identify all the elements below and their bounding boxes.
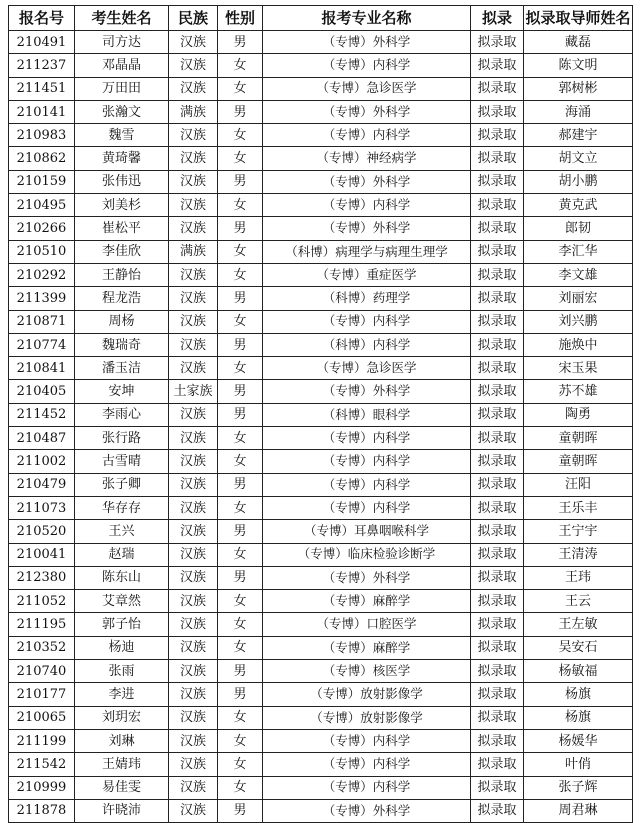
cell-ethnicity: 汉族	[169, 170, 218, 193]
cell-major: （专博）麻醉学	[263, 636, 471, 659]
cell-id: 211399	[9, 287, 75, 310]
cell-gender: 男	[218, 473, 263, 496]
cell-gender: 男	[218, 170, 263, 193]
table-row	[9, 380, 633, 403]
cell-status: 拟录取	[471, 357, 524, 380]
cell-status: 拟录取	[471, 660, 524, 683]
cell-supervisor: 吴安石	[524, 636, 633, 659]
cell-ethnicity: 汉族	[169, 636, 218, 659]
cell-status: 拟录取	[471, 147, 524, 170]
cell-ethnicity: 汉族	[169, 729, 218, 752]
cell-gender: 男	[218, 520, 263, 543]
cell-status: 拟录取	[471, 31, 524, 54]
cell-supervisor: 杨旗	[524, 683, 633, 706]
cell-major: （专博）外科学	[263, 217, 471, 240]
cell-id: 210159	[9, 170, 75, 193]
cell-major: （专博）内科学	[263, 776, 471, 799]
cell-supervisor: 宋玉果	[524, 357, 633, 380]
cell-id: 211451	[9, 77, 75, 100]
col-header-name: 考生姓名	[75, 6, 169, 31]
cell-name: 王静怡	[75, 263, 169, 286]
cell-gender: 男	[218, 799, 263, 822]
cell-id: 210871	[9, 310, 75, 333]
cell-gender: 男	[218, 380, 263, 403]
cell-id: 210041	[9, 543, 75, 566]
cell-status: 拟录取	[471, 170, 524, 193]
cell-major: （专博）外科学	[263, 31, 471, 54]
cell-supervisor: 黄克武	[524, 194, 633, 217]
cell-major: （科博）眼科学	[263, 403, 471, 426]
table-row	[9, 590, 633, 613]
cell-ethnicity: 汉族	[169, 776, 218, 799]
table-row	[9, 543, 633, 566]
cell-supervisor: 刘丽宏	[524, 287, 633, 310]
cell-major: （专博）内科学	[263, 473, 471, 496]
cell-major: （专博）急诊医学	[263, 77, 471, 100]
cell-gender: 女	[218, 357, 263, 380]
cell-gender: 女	[218, 613, 263, 636]
cell-gender: 女	[218, 427, 263, 450]
cell-ethnicity: 汉族	[169, 660, 218, 683]
table-row	[9, 310, 633, 333]
cell-gender: 女	[218, 263, 263, 286]
table-row	[9, 496, 633, 519]
cell-supervisor: 胡文立	[524, 147, 633, 170]
cell-gender: 男	[218, 100, 263, 123]
cell-gender: 女	[218, 240, 263, 263]
cell-supervisor: 郭树彬	[524, 77, 633, 100]
cell-supervisor: 汪阳	[524, 473, 633, 496]
table-row	[9, 613, 633, 636]
table-row	[9, 683, 633, 706]
cell-status: 拟录取	[471, 613, 524, 636]
cell-major: （专博）耳鼻咽喉科学	[263, 520, 471, 543]
cell-status: 拟录取	[471, 683, 524, 706]
table-row	[9, 566, 633, 589]
table-row	[9, 520, 633, 543]
col-header-status: 拟录	[471, 6, 524, 31]
cell-id: 211199	[9, 729, 75, 752]
admission-table	[8, 5, 633, 823]
cell-status: 拟录取	[471, 799, 524, 822]
cell-gender: 女	[218, 147, 263, 170]
cell-major: （专博）外科学	[263, 380, 471, 403]
cell-name: 李佳欣	[75, 240, 169, 263]
cell-id: 211542	[9, 753, 75, 776]
cell-status: 拟录取	[471, 636, 524, 659]
cell-gender: 男	[218, 566, 263, 589]
cell-major: （专博）外科学	[263, 566, 471, 589]
cell-id: 210774	[9, 333, 75, 356]
cell-ethnicity: 汉族	[169, 799, 218, 822]
cell-name: 华存存	[75, 496, 169, 519]
cell-supervisor: 王乐丰	[524, 496, 633, 519]
cell-gender: 男	[218, 31, 263, 54]
col-header-supervisor: 拟录取导师姓名	[524, 6, 633, 31]
cell-ethnicity: 汉族	[169, 613, 218, 636]
cell-name: 张伟迅	[75, 170, 169, 193]
cell-gender: 男	[218, 683, 263, 706]
cell-gender: 男	[218, 333, 263, 356]
table-row	[9, 776, 633, 799]
cell-ethnicity: 汉族	[169, 473, 218, 496]
cell-major: （科博）内科学	[263, 333, 471, 356]
cell-id: 210487	[9, 427, 75, 450]
cell-supervisor: 李文雄	[524, 263, 633, 286]
cell-id: 210495	[9, 194, 75, 217]
table-row	[9, 100, 633, 123]
cell-supervisor: 叶俏	[524, 753, 633, 776]
cell-supervisor: 海涌	[524, 100, 633, 123]
cell-major: （专博）口腔医学	[263, 613, 471, 636]
table-row	[9, 403, 633, 426]
cell-gender: 女	[218, 450, 263, 473]
cell-ethnicity: 汉族	[169, 450, 218, 473]
cell-name: 司方达	[75, 31, 169, 54]
cell-ethnicity: 汉族	[169, 194, 218, 217]
cell-gender: 女	[218, 729, 263, 752]
cell-name: 崔松平	[75, 217, 169, 240]
cell-name: 易佳雯	[75, 776, 169, 799]
cell-major: （专博）内科学	[263, 124, 471, 147]
cell-name: 杨迪	[75, 636, 169, 659]
cell-major: （专博）放射影像学	[263, 683, 471, 706]
cell-id: 210065	[9, 706, 75, 729]
cell-ethnicity: 汉族	[169, 357, 218, 380]
table-row	[9, 240, 633, 263]
table-row	[9, 636, 633, 659]
cell-gender: 女	[218, 310, 263, 333]
cell-ethnicity: 汉族	[169, 427, 218, 450]
cell-id: 210292	[9, 263, 75, 286]
table-row	[9, 31, 633, 54]
cell-major: （专博）重症医学	[263, 263, 471, 286]
cell-major: （专博）核医学	[263, 660, 471, 683]
table-row	[9, 427, 633, 450]
cell-status: 拟录取	[471, 217, 524, 240]
cell-supervisor: 杨旗	[524, 706, 633, 729]
cell-name: 张行路	[75, 427, 169, 450]
cell-status: 拟录取	[471, 520, 524, 543]
cell-supervisor: 王左敏	[524, 613, 633, 636]
cell-id: 210510	[9, 240, 75, 263]
cell-status: 拟录取	[471, 54, 524, 77]
col-header-gender: 性别	[218, 6, 263, 31]
cell-ethnicity: 汉族	[169, 706, 218, 729]
cell-supervisor: 苏不雄	[524, 380, 633, 403]
table-row	[9, 706, 633, 729]
cell-id: 210177	[9, 683, 75, 706]
cell-status: 拟录取	[471, 427, 524, 450]
cell-name: 许晓沛	[75, 799, 169, 822]
cell-name: 刘琳	[75, 729, 169, 752]
cell-major: （专博）内科学	[263, 753, 471, 776]
col-header-ethnicity: 民族	[169, 6, 218, 31]
cell-name: 李进	[75, 683, 169, 706]
cell-supervisor: 李汇华	[524, 240, 633, 263]
col-header-major: 报考专业名称	[263, 6, 471, 31]
cell-ethnicity: 满族	[169, 100, 218, 123]
cell-ethnicity: 汉族	[169, 217, 218, 240]
cell-name: 张雨	[75, 660, 169, 683]
cell-status: 拟录取	[471, 100, 524, 123]
cell-ethnicity: 汉族	[169, 54, 218, 77]
cell-ethnicity: 汉族	[169, 753, 218, 776]
cell-name: 张瀚文	[75, 100, 169, 123]
cell-name: 古雪晴	[75, 450, 169, 473]
cell-supervisor: 王宁宇	[524, 520, 633, 543]
cell-supervisor: 杨敏福	[524, 660, 633, 683]
cell-gender: 女	[218, 753, 263, 776]
cell-id: 210862	[9, 147, 75, 170]
cell-ethnicity: 汉族	[169, 31, 218, 54]
table-row	[9, 217, 633, 240]
cell-gender: 女	[218, 636, 263, 659]
cell-major: （专博）急诊医学	[263, 357, 471, 380]
cell-status: 拟录取	[471, 380, 524, 403]
cell-name: 程龙浩	[75, 287, 169, 310]
table-row	[9, 194, 633, 217]
cell-supervisor: 童朝晖	[524, 450, 633, 473]
cell-id: 211195	[9, 613, 75, 636]
table-row	[9, 124, 633, 147]
cell-major: （专博）内科学	[263, 496, 471, 519]
cell-status: 拟录取	[471, 543, 524, 566]
cell-major: （专博）外科学	[263, 799, 471, 822]
cell-gender: 女	[218, 77, 263, 100]
cell-id: 210841	[9, 357, 75, 380]
cell-id: 212380	[9, 566, 75, 589]
cell-status: 拟录取	[471, 263, 524, 286]
cell-status: 拟录取	[471, 729, 524, 752]
cell-name: 刘美杉	[75, 194, 169, 217]
table-row	[9, 753, 633, 776]
cell-ethnicity: 汉族	[169, 287, 218, 310]
cell-id: 210352	[9, 636, 75, 659]
table-row	[9, 729, 633, 752]
cell-status: 拟录取	[471, 124, 524, 147]
cell-id: 210491	[9, 31, 75, 54]
cell-major: （专博）外科学	[263, 170, 471, 193]
cell-name: 周杨	[75, 310, 169, 333]
cell-gender: 女	[218, 496, 263, 519]
cell-supervisor: 陶勇	[524, 403, 633, 426]
cell-supervisor: 王清涛	[524, 543, 633, 566]
cell-supervisor: 王云	[524, 590, 633, 613]
cell-name: 刘玥宏	[75, 706, 169, 729]
cell-gender: 男	[218, 217, 263, 240]
cell-id: 211878	[9, 799, 75, 822]
cell-major: （专博）内科学	[263, 194, 471, 217]
cell-id: 211073	[9, 496, 75, 519]
cell-status: 拟录取	[471, 473, 524, 496]
cell-status: 拟录取	[471, 403, 524, 426]
cell-id: 211237	[9, 54, 75, 77]
cell-ethnicity: 汉族	[169, 263, 218, 286]
table-row	[9, 77, 633, 100]
cell-gender: 男	[218, 403, 263, 426]
cell-id: 210141	[9, 100, 75, 123]
cell-id: 210405	[9, 380, 75, 403]
cell-status: 拟录取	[471, 333, 524, 356]
table-row	[9, 473, 633, 496]
cell-major: （科博）病理学与病理生理学	[263, 240, 471, 263]
cell-name: 魏瑞奇	[75, 333, 169, 356]
cell-supervisor: 藏磊	[524, 31, 633, 54]
cell-major: （专博）内科学	[263, 310, 471, 333]
col-header-id: 报名号	[9, 6, 75, 31]
cell-gender: 女	[218, 54, 263, 77]
cell-name: 张子卿	[75, 473, 169, 496]
cell-ethnicity: 汉族	[169, 543, 218, 566]
cell-major: （专博）麻醉学	[263, 590, 471, 613]
cell-ethnicity: 汉族	[169, 310, 218, 333]
cell-name: 潘玉洁	[75, 357, 169, 380]
cell-major: （专博）内科学	[263, 427, 471, 450]
cell-ethnicity: 汉族	[169, 77, 218, 100]
cell-id: 210740	[9, 660, 75, 683]
cell-name: 赵瑞	[75, 543, 169, 566]
cell-major: （专博）外科学	[263, 100, 471, 123]
cell-status: 拟录取	[471, 496, 524, 519]
cell-id: 210479	[9, 473, 75, 496]
cell-supervisor: 施焕中	[524, 333, 633, 356]
cell-name: 艾章然	[75, 590, 169, 613]
cell-ethnicity: 汉族	[169, 333, 218, 356]
cell-name: 王兴	[75, 520, 169, 543]
cell-status: 拟录取	[471, 240, 524, 263]
cell-gender: 男	[218, 287, 263, 310]
cell-supervisor: 王玮	[524, 566, 633, 589]
table-row	[9, 54, 633, 77]
table-row	[9, 170, 633, 193]
cell-gender: 女	[218, 124, 263, 147]
cell-status: 拟录取	[471, 310, 524, 333]
cell-id: 210520	[9, 520, 75, 543]
cell-ethnicity: 汉族	[169, 124, 218, 147]
cell-ethnicity: 汉族	[169, 566, 218, 589]
cell-supervisor: 张子辉	[524, 776, 633, 799]
cell-status: 拟录取	[471, 566, 524, 589]
cell-supervisor: 胡小鹏	[524, 170, 633, 193]
cell-gender: 女	[218, 590, 263, 613]
cell-major: （专博）内科学	[263, 54, 471, 77]
cell-id: 211002	[9, 450, 75, 473]
cell-status: 拟录取	[471, 450, 524, 473]
admission-list	[8, 5, 633, 823]
cell-supervisor: 杨媛华	[524, 729, 633, 752]
cell-status: 拟录取	[471, 287, 524, 310]
table-row	[9, 660, 633, 683]
cell-status: 拟录取	[471, 753, 524, 776]
cell-supervisor: 周君琳	[524, 799, 633, 822]
cell-id: 211052	[9, 590, 75, 613]
cell-name: 李雨心	[75, 403, 169, 426]
cell-supervisor: 郎韧	[524, 217, 633, 240]
table-row	[9, 450, 633, 473]
cell-ethnicity: 满族	[169, 240, 218, 263]
cell-id: 211452	[9, 403, 75, 426]
cell-major: （专博）内科学	[263, 450, 471, 473]
cell-ethnicity: 汉族	[169, 496, 218, 519]
cell-name: 王婧玮	[75, 753, 169, 776]
table-row	[9, 287, 633, 310]
cell-gender: 女	[218, 706, 263, 729]
cell-name: 郭子怡	[75, 613, 169, 636]
cell-name: 邓晶晶	[75, 54, 169, 77]
cell-ethnicity: 汉族	[169, 683, 218, 706]
cell-major: （科博）药理学	[263, 287, 471, 310]
cell-major: （专博）内科学	[263, 729, 471, 752]
cell-status: 拟录取	[471, 776, 524, 799]
cell-status: 拟录取	[471, 706, 524, 729]
cell-name: 黄琦馨	[75, 147, 169, 170]
cell-supervisor: 郝建宇	[524, 124, 633, 147]
table-row	[9, 263, 633, 286]
table-row	[9, 147, 633, 170]
cell-id: 210266	[9, 217, 75, 240]
cell-supervisor: 陈文明	[524, 54, 633, 77]
table-row	[9, 799, 633, 822]
cell-status: 拟录取	[471, 590, 524, 613]
cell-ethnicity: 汉族	[169, 590, 218, 613]
cell-id: 210999	[9, 776, 75, 799]
cell-major: （专博）放射影像学	[263, 706, 471, 729]
table-row	[9, 333, 633, 356]
cell-name: 万田田	[75, 77, 169, 100]
cell-name: 安坤	[75, 380, 169, 403]
cell-gender: 女	[218, 194, 263, 217]
cell-name: 陈东山	[75, 566, 169, 589]
cell-status: 拟录取	[471, 194, 524, 217]
cell-ethnicity: 土家族	[169, 380, 218, 403]
cell-supervisor: 童朝晖	[524, 427, 633, 450]
cell-ethnicity: 汉族	[169, 520, 218, 543]
table-row	[9, 357, 633, 380]
cell-gender: 女	[218, 543, 263, 566]
cell-gender: 男	[218, 660, 263, 683]
cell-ethnicity: 汉族	[169, 147, 218, 170]
cell-status: 拟录取	[471, 77, 524, 100]
cell-name: 魏雪	[75, 124, 169, 147]
cell-major: （专博）临床检验诊断学	[263, 543, 471, 566]
cell-ethnicity: 汉族	[169, 403, 218, 426]
cell-id: 210983	[9, 124, 75, 147]
cell-major: （专博）神经病学	[263, 147, 471, 170]
cell-gender: 女	[218, 776, 263, 799]
header-row	[9, 6, 633, 31]
cell-supervisor: 刘兴鹏	[524, 310, 633, 333]
